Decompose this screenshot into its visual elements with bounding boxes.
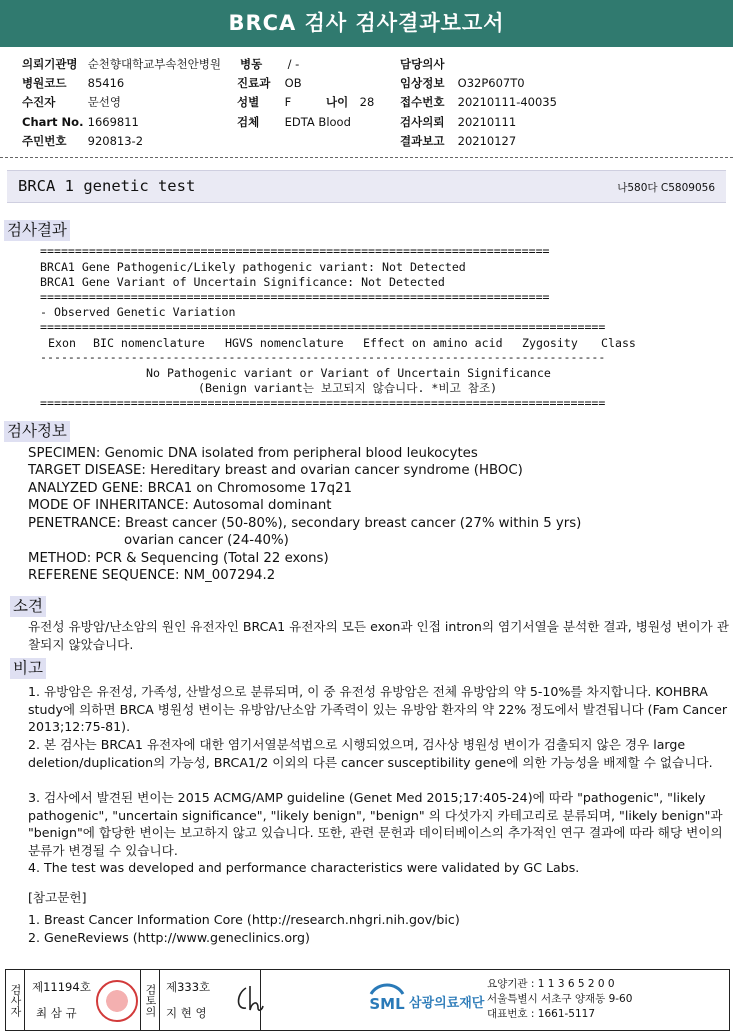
footer-divider [260,970,261,1030]
benign-note-text: (Benign variant는 보고되지 않습니다. *비고 참조) [198,381,498,395]
logo-text: SML [369,995,405,1013]
header-left-4: 주민번호 920813-2 [22,134,144,148]
tester-label: 검사자 [6,970,25,1030]
remark-2: 2. 본 검사는 BRCA1 유전자에 대한 염기서열분석법으로 시행되었으며, 검사상 병원성 변이가 검출되지 않은 경우 large deletion/duplication의 가능성, BRCA1/2 이외의 다른 cancer susceptibility gene에 의한 가능성을 배제할 수 없습니다. [28,737,713,770]
result-section-title: 검사결과 [4,220,70,241]
header-age: 나이 28 [326,95,375,109]
org-phone: 대표번호 : 1661-5117 [487,1008,596,1020]
header-mid-0: 병동 / - [240,57,300,71]
reference-1: 1. Breast Cancer Information Core (http://research.nhgri.nih.gov/bic) [28,912,460,927]
header-mid-1: 진료과 OB [237,76,302,90]
remarks-section-title: 비고 [10,658,46,679]
result-line-vus: BRCA1 Gene Variant of Uncertain Significance: Not Detected [40,275,445,289]
org-name: 삼광의료재단 [409,996,485,1011]
col-bic: BIC nomenclature [93,336,205,350]
result-rule-4: --------------------------------------------------------------------------------- [40,350,606,364]
sml-logo-icon [368,980,406,1018]
header-right-3: 검사의뢰 20210111 [400,115,517,129]
tester-license: 제11194호 [32,980,91,994]
tester-seal [96,980,138,1022]
header-right-1: 임상정보 O32P607T0 [400,76,525,90]
col-exon: Exon [48,336,76,350]
reference-2: 2. GeneReviews (http://www.geneclinics.org) [28,930,310,945]
tester-name: 최 삼 규 [36,1006,77,1020]
care-org-number: 요양기관 : 1 1 3 6 5 2 0 0 [487,978,615,990]
remark-4: 4. The test was developed and performance characteristics were validated by GC Labs. [28,860,580,875]
info-target-disease: TARGET DISEASE: Hereditary breast and ovarian cancer syndrome (HBOC) [28,463,523,478]
info-analyzed-gene: ANALYZED GENE: BRCA1 on Chromosome 17q21 [28,481,353,496]
test-code: 나580다 C5809056 [617,182,715,194]
opinion-section-title: 소견 [10,596,46,617]
info-penetrance: PENETRANCE: Breast cancer (50-80%), secondary breast cancer (27% within 5 yrs) [28,516,582,531]
test-name: BRCA 1 genetic test [18,177,196,195]
header-left-1: 병원코드 85416 [22,76,125,90]
result-rule-2: ========================================================================= [40,290,550,304]
header-right-2: 접수번호 20210111-40035 [400,95,557,109]
col-class: Class [601,336,636,350]
verifier-license: 제333호 [166,980,211,994]
header-right-0: 담당의사 [400,57,445,71]
remark-3: 3. 검사에서 발견된 변이는 2015 ACMG/AMP guideline (Genet Med 2015;17:405-24)에 따라 "pathogenic", "likely pathogenic", "uncertain significance", "likely benign", "benign" 의 다섯가지 카테고리로 분류되며, "likely benign"과 "benign"에 합당한 변이는 보고하지 않고 있습니다. 또한, 관련 문헌과 데이터베이스의 추가적인 연구 결과에 따라 해당 변이의 분류가 변경될 수 있습니다. [28,790,723,858]
report-title: BRCA 검사 검사결과보고서 [0,0,733,47]
info-reference: REFERENE SEQUENCE: NM_007294.2 [28,568,276,583]
references-title: [참고문헌] [28,890,87,905]
col-effect: Effect on amino acid [363,336,503,350]
result-line-pathogenic: BRCA1 Gene Pathogenic/Likely pathogenic variant: Not Detected [40,260,466,274]
signature-footer [5,969,730,1031]
header-left-2: 수진자 문선영 [22,95,121,109]
header-mid-2: 성별 F [237,95,292,109]
verifier-label: 검토의 [140,970,160,1030]
info-penetrance-ovarian: ovarian cancer (24-40%) [124,533,289,548]
info-specimen: SPECIMEN: Genomic DNA isolated from peripheral blood leukocytes [28,446,478,461]
header-left-0: 의뢰기관명 순천향대학교부속천안병원 [22,57,221,71]
info-method: METHOD: PCR & Sequencing (Total 22 exons) [28,551,329,566]
header-mid-3: 검체 EDTA Blood [237,115,351,129]
header-divider [0,157,733,158]
header-left-3: Chart No. 1669811 [22,115,139,129]
col-zygosity: Zygosity [522,336,578,350]
test-name-bar [7,170,726,203]
info-section-title: 검사정보 [4,421,70,442]
result-rule-3: ================================================================================= [40,320,606,334]
no-variant-text: No Pathogenic variant or Variant of Uncertain Significance [146,366,551,380]
result-rule-1: ========================================================================= [40,244,550,258]
org-address: 서울특별시 서초구 양재동 9-60 [487,993,633,1005]
observed-variation-label: - Observed Genetic Variation [40,305,236,319]
remark-1: 1. 유방암은 유전성, 가족성, 산발성으로 분류되며, 이 중 유전성 유방암은 전체 유방암의 약 5-10%를 차지합니다. KOHBRA study에 의하면 BRCA 병원성 변이는 유방암/난소암 가족력이 있는 유방암 환자의 약 22% 정도에서 발견됩니다 (Fam Cancer 2013;12:75-81). [28,684,728,735]
result-rule-5: ================================================================================= [40,396,606,410]
opinion-text: 유전성 유방암/난소암의 원인 유전자인 BRCA1 유전자의 모든 exon과 인접 intron의 염기서열을 분석한 결과, 병원성 변이가 관찰되지 않았습니다. [28,619,729,652]
col-hgvs: HGVS nomenclature [225,336,344,350]
verifier-name: 지 현 영 [166,1006,207,1020]
info-inheritance: MODE OF INHERITANCE: Autosomal dominant [28,498,332,513]
header-right-4: 결과보고 20210127 [400,134,517,148]
